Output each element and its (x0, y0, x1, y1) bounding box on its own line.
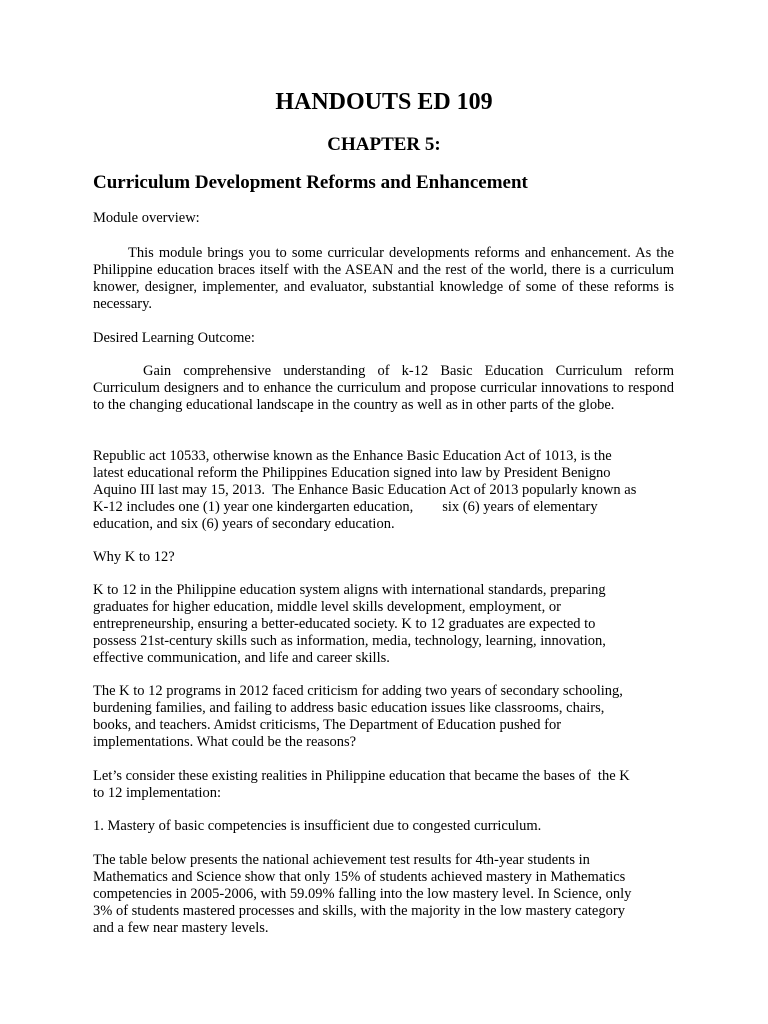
k12-alignment-paragraph (93, 582, 674, 667)
desired-outcome-label: Desired Learning Outcome: (93, 330, 255, 346)
paragraph-line: implementations. What could be the reasons? (93, 734, 357, 750)
paragraph-line: Mathematics and Science show that only 15% of students achieved mastery in Mathematics (93, 869, 626, 885)
chapter-heading: CHAPTER 5: (327, 134, 441, 155)
point-one: 1. Mastery of basic competencies is insufficient due to congested curriculum. (93, 818, 542, 834)
paragraph-line: 3% of students mastered processes and skills, with the majority in the low mastery category (93, 903, 625, 919)
section-heading: Curriculum Development Reforms and Enhancement (93, 172, 528, 193)
paragraph-line: and a few near mastery levels. (93, 920, 269, 936)
paragraph-line: education, and six (6) years of secondary education. (93, 516, 395, 532)
realities-paragraph (93, 768, 674, 802)
republic-act-paragraph (93, 448, 674, 533)
paragraph-line: latest educational reform the Philippines Education signed into law by President Benigno (93, 465, 611, 481)
document-title: HANDOUTS ED 109 (275, 89, 493, 115)
paragraph-line: entrepreneurship, ensuring a better-educated society. K to 12 graduates are expected to (93, 616, 596, 632)
paragraph-line: effective communication, and life and career skills. (93, 650, 390, 666)
why-k12-heading: Why K to 12? (93, 549, 175, 565)
paragraph-line: to 12 implementation: (93, 785, 222, 801)
paragraph-line: competencies in 2005-2006, with 59.09% falling into the low mastery level. In Science, only (93, 886, 632, 902)
paragraph-line: Let’s consider these existing realities in Philippine education that became the bases of the K (93, 768, 630, 784)
paragraph-line: Aquino III last may 15, 2013. The Enhance Basic Education Act of 2013 popularly known as (93, 482, 637, 498)
desired-outcome-paragraph: Gain comprehensive understanding of k-12 Basic Education Curriculum reform Curriculum designers and to enhance the curriculum and propose curricular innovations to respond to the changing educational landscape in the country as well as in other parts of the globe. (93, 363, 674, 413)
paragraph-line: Republic act 10533, otherwise known as the Enhance Basic Education Act of 1013, is the (93, 448, 612, 464)
paragraph-line: The table below presents the national achievement test results for 4th-year students in (93, 852, 590, 868)
paragraph-line: K to 12 in the Philippine education system aligns with international standards, preparing (93, 582, 606, 598)
paragraph-line: possess 21st-century skills such as information, media, technology, learning, innovation, (93, 633, 606, 649)
paragraph-line: graduates for higher education, middle level skills development, employment, or (93, 599, 561, 615)
paragraph-line: K-12 includes one (1) year one kindergarten education, six (6) years of elementary (93, 499, 598, 515)
table-intro-paragraph (93, 852, 674, 937)
criticism-paragraph (93, 683, 674, 751)
paragraph-line: burdening families, and failing to address basic education issues like classrooms, chairs, (93, 700, 605, 716)
module-overview-paragraph: This module brings you to some curricular developments reforms and enhancement. As the Philippine education braces itself with the ASEAN and the rest of the world, there is a curriculum knower, designer, implementer, and evaluator, substantial knowledge of some of these reforms is necessary. (93, 245, 674, 312)
module-overview-label: Module overview: (93, 210, 200, 226)
paragraph-line: books, and teachers. Amidst criticisms, The Department of Education pushed for (93, 717, 562, 733)
paragraph-line: The K to 12 programs in 2012 faced criticism for adding two years of secondary schooling, (93, 683, 623, 699)
